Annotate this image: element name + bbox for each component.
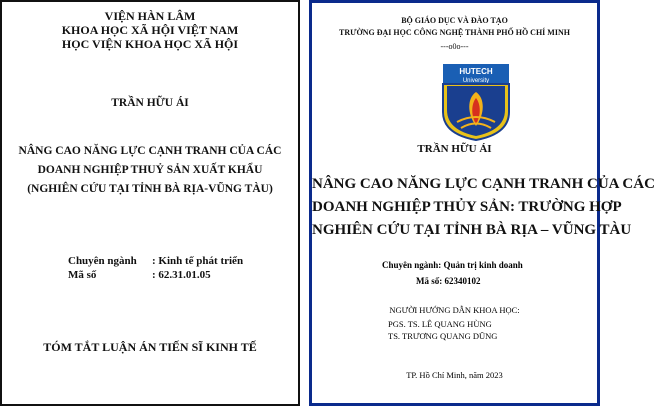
code-label: Mã số xyxy=(68,269,97,281)
advisor-heading: NGƯỜI HƯỚNG DẪN KHOA HỌC: xyxy=(389,305,520,315)
hutech-logo xyxy=(443,64,509,140)
thesis-title-line-2: DOANH NGHIỆP THUỶ SẢN XUẤT KHẨU xyxy=(37,164,263,176)
author-name: TRẦN HỮU ÁI xyxy=(417,143,492,155)
thesis-title-line-3: NGHIÊN CỨU TẠI TỈNH BÀ RỊA – VŨNG TÀU xyxy=(312,222,632,238)
thesis-title-line-3: (NGHIÊN CỨU TẠI TỈNH BÀ RỊA-VŨNG TÀU) xyxy=(27,183,273,195)
institution-line-1: VIỆN HÀN LÂM xyxy=(104,9,196,23)
thesis-title-line-1: NÂNG CAO NĂNG LỰC CẠNH TRANH CỦA CÁC xyxy=(312,176,655,192)
university-name: TRƯỜNG ĐẠI HỌC CÔNG NGHỆ THÀNH PHỐ HỒ CHÍ MINH xyxy=(339,28,570,37)
advisor-1: PGS. TS. LÊ QUANG HÙNG xyxy=(388,319,492,329)
major: Chuyên ngành: Quản trị kinh doanh xyxy=(382,260,523,270)
code-value: : 62.31.01.05 xyxy=(152,269,211,281)
advisor-2: TS. TRƯƠNG QUANG DŨNG xyxy=(388,331,498,341)
major-label: Chuyên ngành xyxy=(68,255,137,267)
document-type: TÓM TẮT LUẬN ÁN TIẾN SĨ KINH TẾ xyxy=(43,340,257,354)
major-value: : Kinh tế phát triển xyxy=(152,255,244,267)
left-cover-page xyxy=(0,0,300,406)
logo-subtext: University xyxy=(462,78,490,84)
institution-line-2: KHOA HỌC XÃ HỘI VIỆT NAM xyxy=(61,23,239,37)
right-cover-page xyxy=(309,0,655,406)
thesis-title-line-2: DOANH NGHIỆP THỦY SẢN: TRƯỜNG HỢP xyxy=(312,199,622,215)
ministry-name: BỘ GIÁO DỤC VÀ ĐÀO TẠO xyxy=(401,16,508,25)
place-date: TP. Hồ Chí Minh, năm 2023 xyxy=(406,370,503,380)
code: Mã số: 62340102 xyxy=(416,276,481,286)
ornament: ---o0o--- xyxy=(440,42,469,51)
thesis-title-line-1: NÂNG CAO NĂNG LỰC CẠNH TRANH CỦA CÁC xyxy=(18,145,282,157)
institution-line-3: HỌC VIỆN KHOA HỌC XÃ HỘI xyxy=(61,37,239,51)
author-name: TRẦN HỮU ÁI xyxy=(111,97,189,109)
logo-wordmark: HUTECH xyxy=(459,67,493,76)
